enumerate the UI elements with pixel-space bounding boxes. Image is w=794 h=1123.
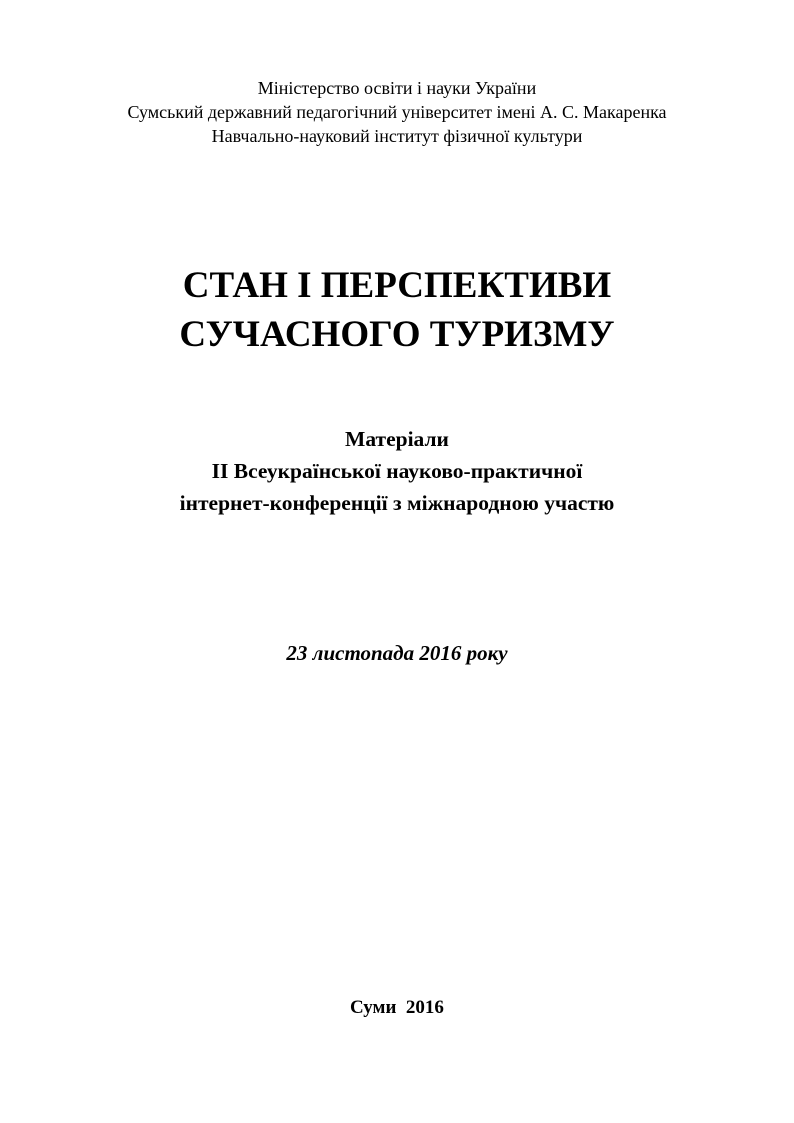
subtitle-materials: Матеріали: [345, 427, 449, 451]
university-name: Сумський державний педагогічний університет імені А. С. Макаренка: [127, 102, 667, 122]
subtitle-conference-line-2: інтернет-конференції з міжнародною участю: [179, 491, 615, 515]
institute-name: Навчально-науковий інститут фізичної культури: [211, 126, 583, 146]
city-year: Суми 2016: [350, 997, 444, 1018]
main-title-line-2: СУЧАСНОГО ТУРИЗМУ: [179, 314, 615, 355]
conference-date: 23 листопада 2016 року: [286, 641, 508, 665]
ministry-name: Міністерство освіти і науки України: [257, 78, 537, 98]
main-title-line-1: СТАН І ПЕРСПЕКТИВИ: [182, 265, 612, 306]
subtitle-conference-line-1: ІІ Всеукраїнської науково-практичної: [211, 459, 583, 483]
